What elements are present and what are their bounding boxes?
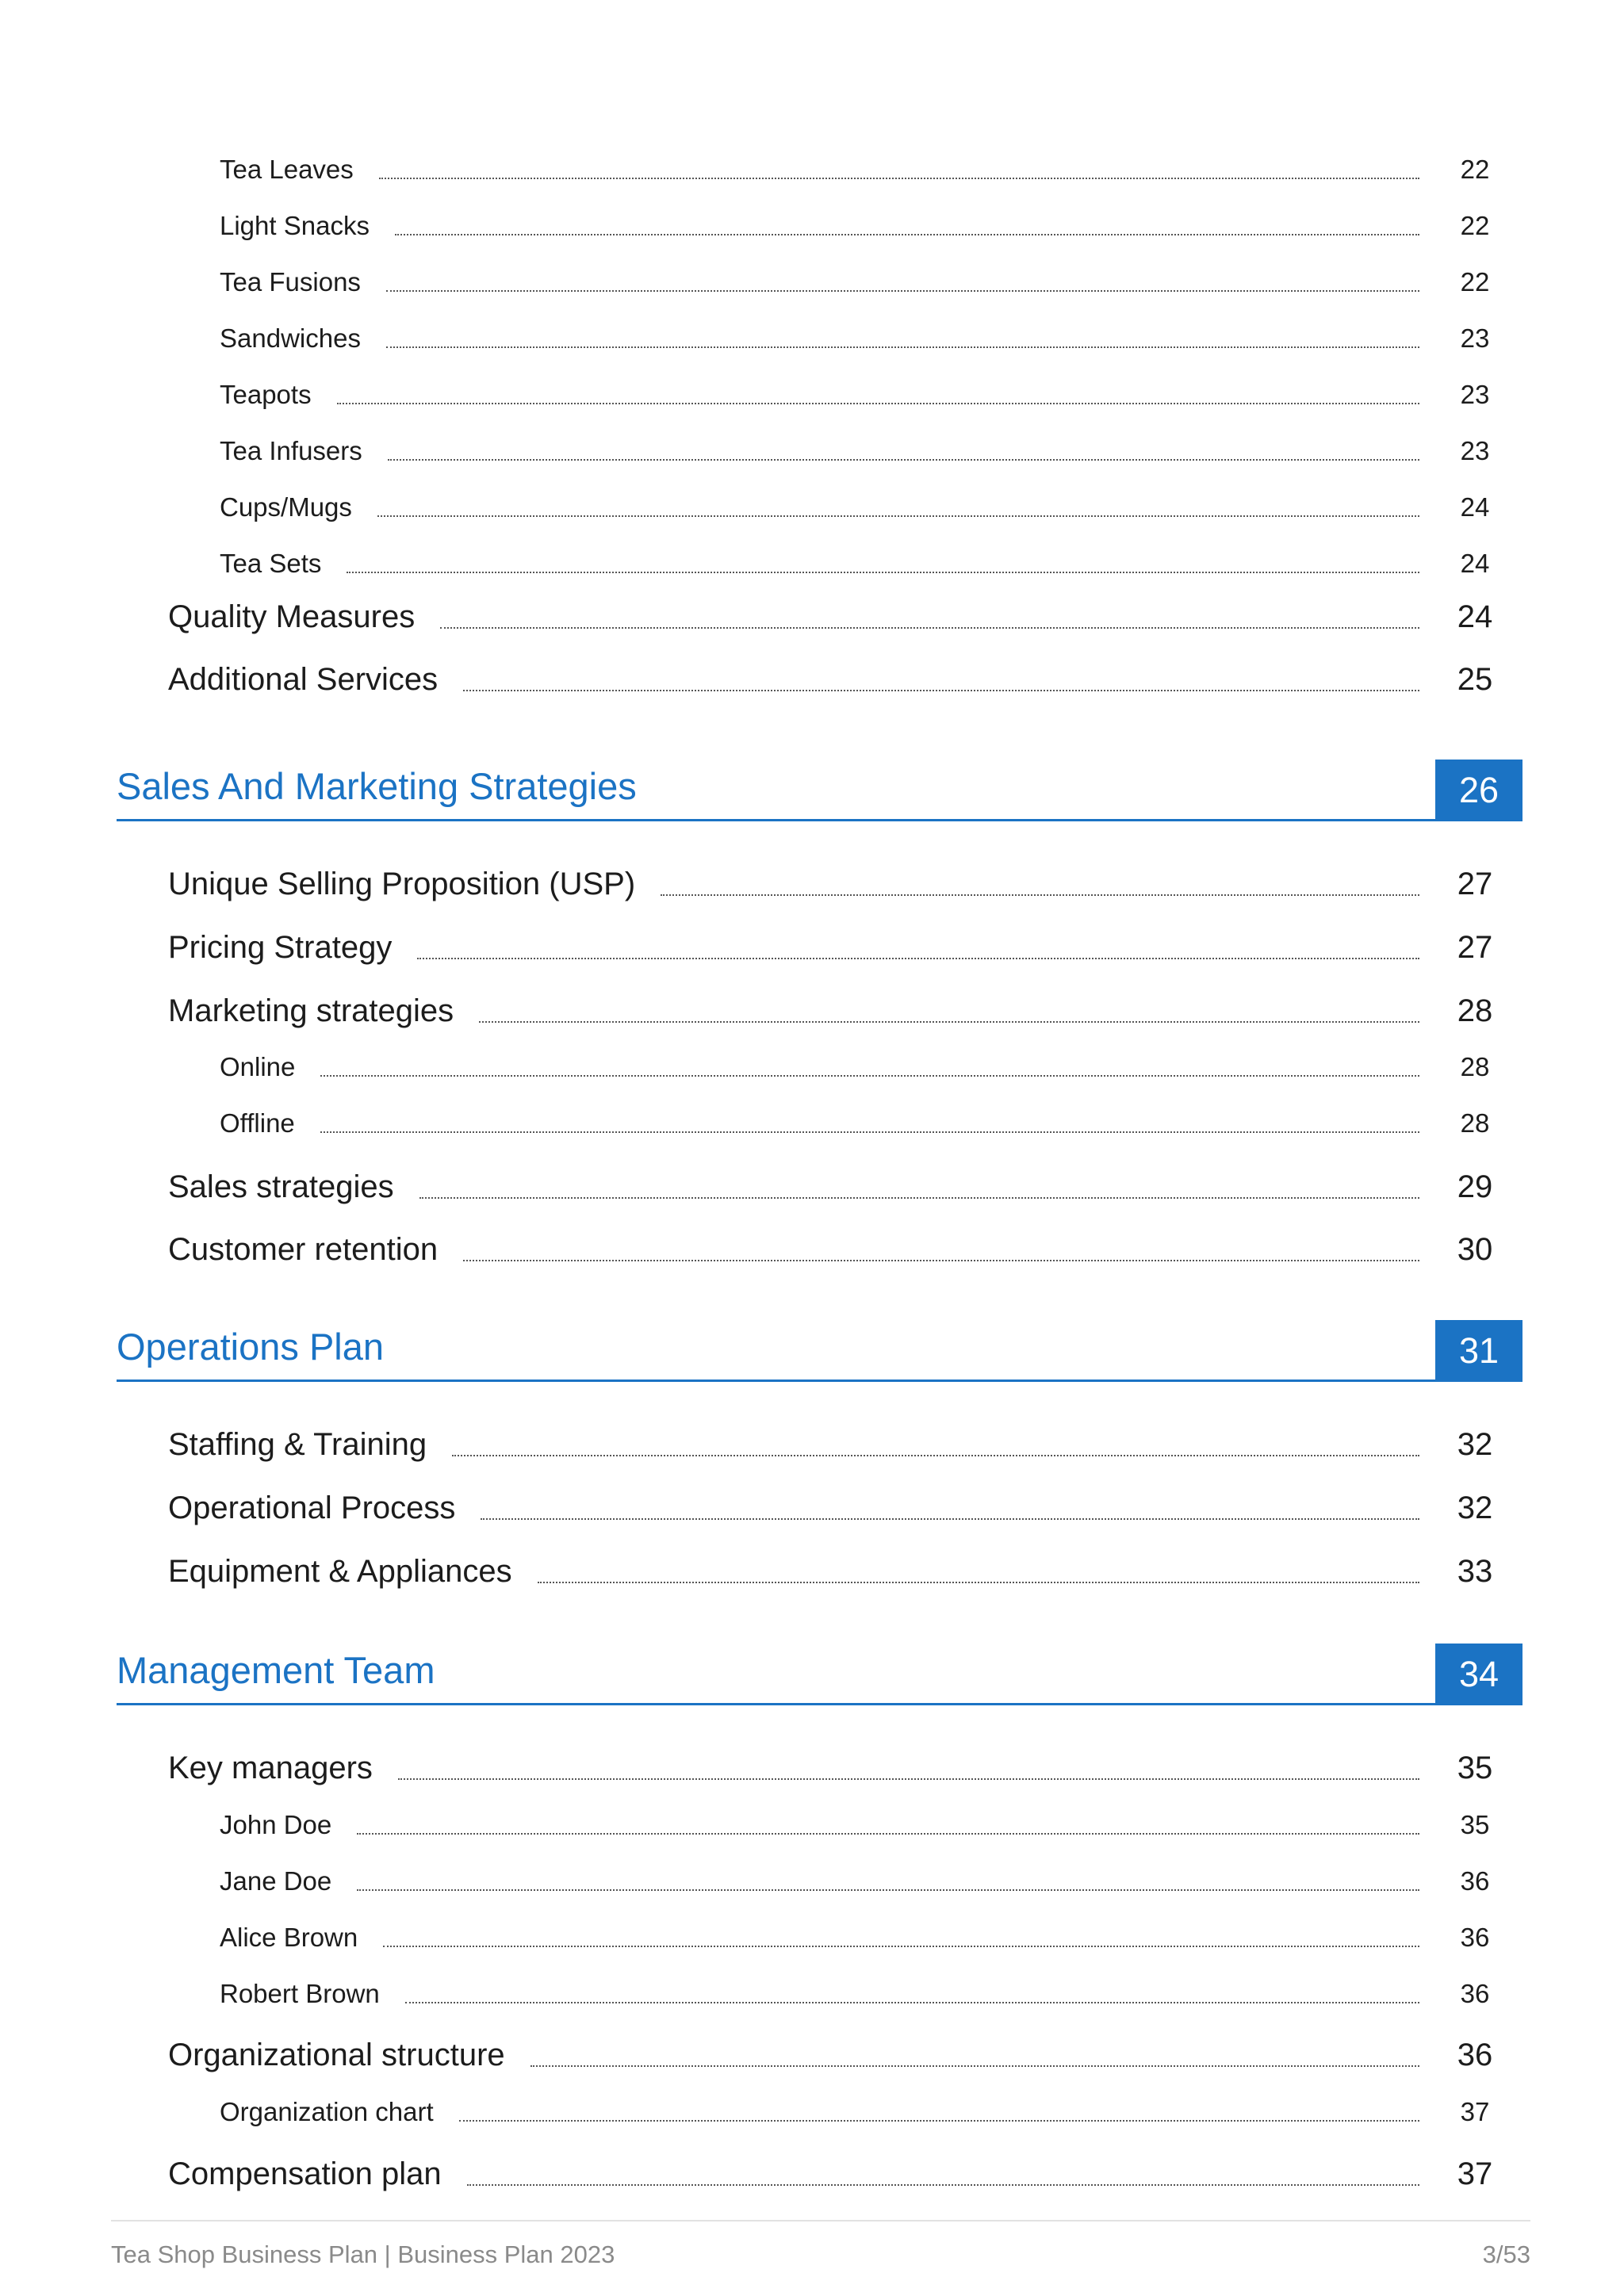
toc-entry-label: Cups/Mugs	[220, 492, 352, 522]
toc-entry-label: Operational Process	[168, 1490, 456, 1525]
toc-page-number: 36	[1457, 2038, 1493, 2072]
toc-entry-label: Robert Brown	[220, 1979, 380, 2008]
dotted-leader	[530, 2065, 1419, 2067]
toc-page-number: 22	[1460, 267, 1490, 297]
toc-page-number: 30	[1457, 1232, 1493, 1267]
dotted-leader	[463, 690, 1419, 691]
section-title: Operations Plan	[117, 1326, 385, 1368]
section-page-badge: 31	[1435, 1320, 1522, 1382]
toc-entry-label: Alice Brown	[220, 1923, 358, 1952]
dotted-leader	[395, 234, 1419, 235]
toc-page-number: 35	[1460, 1810, 1490, 1839]
toc-entry[interactable]	[168, 1164, 1507, 1205]
toc-entry[interactable]	[168, 1226, 1507, 1268]
toc-subentry[interactable]	[220, 430, 1507, 466]
toc-subentry[interactable]	[220, 486, 1507, 522]
toc-entry-label: Tea Sets	[220, 549, 322, 578]
dotted-leader	[538, 1582, 1419, 1583]
toc-section-heading[interactable]	[117, 1320, 1522, 1382]
toc-subentry[interactable]	[220, 205, 1507, 241]
toc-subentry[interactable]	[220, 1973, 1507, 2009]
dotted-leader	[481, 1518, 1419, 1520]
toc-page-number: 24	[1457, 599, 1493, 634]
dotted-leader	[459, 2120, 1419, 2122]
toc-page-number: 29	[1457, 1169, 1493, 1204]
toc-page-number: 37	[1457, 2156, 1493, 2191]
toc-page-number: 24	[1460, 492, 1490, 522]
toc-page-number: 33	[1457, 1554, 1493, 1589]
toc-entry-label: John Doe	[220, 1810, 332, 1839]
toc-page-number: 22	[1460, 155, 1490, 184]
toc-entry-label: Tea Leaves	[220, 155, 354, 184]
toc-subentry[interactable]	[220, 1102, 1507, 1138]
toc-entry-label: Equipment & Appliances	[168, 1554, 512, 1589]
dotted-leader	[463, 1260, 1419, 1261]
toc-entry-label: Customer retention	[168, 1232, 439, 1267]
toc-entry[interactable]	[168, 594, 1507, 635]
toc-entry-label: Key managers	[168, 1751, 373, 1785]
dotted-leader	[405, 2002, 1419, 2003]
toc-page-number: 36	[1460, 1923, 1490, 1952]
toc-subentry[interactable]	[220, 1804, 1507, 1840]
toc-page-number: 36	[1460, 1979, 1490, 2008]
toc-entry-label: Organizational structure	[168, 2038, 505, 2072]
dotted-leader	[440, 627, 1419, 629]
section-title: Management Team	[117, 1649, 435, 1691]
toc-page-number: 35	[1457, 1751, 1493, 1785]
toc-entry[interactable]	[168, 1745, 1507, 1786]
toc-entry[interactable]	[168, 656, 1507, 698]
toc-entry-label: Staffing & Training	[168, 1427, 427, 1462]
dotted-leader	[479, 1021, 1419, 1023]
dotted-leader	[417, 958, 1419, 959]
dotted-leader	[386, 290, 1419, 292]
toc-subentry[interactable]	[220, 1860, 1507, 1896]
dotted-leader	[320, 1075, 1419, 1077]
toc-page-number: 32	[1457, 1427, 1493, 1462]
toc-subentry[interactable]	[220, 542, 1507, 579]
toc-entry-label: Online	[220, 1052, 296, 1081]
dotted-leader	[419, 1197, 1419, 1199]
toc-entry-label: Organization chart	[220, 2097, 434, 2126]
dotted-leader	[467, 2184, 1419, 2186]
dotted-leader	[398, 1778, 1419, 1780]
toc-page-number: 24	[1460, 549, 1490, 578]
dotted-leader	[357, 1833, 1419, 1835]
toc-entry-label: Pricing Strategy	[168, 930, 393, 965]
dotted-leader	[357, 1889, 1419, 1891]
dotted-leader	[452, 1455, 1419, 1456]
toc-entry[interactable]	[168, 2151, 1507, 2192]
toc-page-number: 23	[1460, 323, 1490, 353]
toc-page-number: 27	[1457, 867, 1493, 901]
toc-page-number: 28	[1460, 1052, 1490, 1081]
section-page-badge: 34	[1435, 1644, 1522, 1705]
dotted-leader	[347, 572, 1419, 573]
dotted-leader	[661, 894, 1419, 896]
toc-page-number: 27	[1457, 930, 1493, 965]
toc-page-number: 28	[1457, 993, 1493, 1028]
toc-page-number: 25	[1457, 662, 1493, 697]
toc-subentry[interactable]	[220, 148, 1507, 185]
toc-entry-label: Tea Fusions	[220, 267, 361, 297]
toc-entry[interactable]	[168, 924, 1507, 966]
dotted-leader	[383, 1946, 1419, 1947]
toc-entry-label: Teapots	[220, 380, 312, 409]
toc-entry-label: Unique Selling Proposition (USP)	[168, 867, 636, 901]
toc-entry-label: Quality Measures	[168, 599, 416, 634]
toc-subentry[interactable]	[220, 1916, 1507, 1953]
section-page-badge: 26	[1435, 760, 1522, 821]
toc-entry[interactable]	[168, 861, 1507, 902]
dotted-leader	[388, 459, 1419, 461]
dotted-leader	[320, 1131, 1419, 1133]
toc-page-number: 37	[1460, 2097, 1490, 2126]
toc-subentry[interactable]	[220, 261, 1507, 297]
toc-page-number: 28	[1460, 1108, 1490, 1138]
footer-document-title: Tea Shop Business Plan | Business Plan 2023	[111, 2241, 615, 2268]
dotted-leader	[379, 178, 1419, 179]
toc-entry-label: Compensation plan	[168, 2156, 442, 2191]
toc-page-number: 23	[1460, 380, 1490, 409]
toc-section-heading[interactable]	[117, 1644, 1522, 1705]
toc-entry-label: Sales strategies	[168, 1169, 394, 1204]
footer-page-number: 3/53	[1482, 2241, 1530, 2268]
dotted-leader	[377, 515, 1419, 517]
toc-subentry[interactable]	[220, 1046, 1507, 1082]
toc-page-number: 32	[1457, 1490, 1493, 1525]
toc-entry[interactable]	[168, 2032, 1507, 2073]
toc-entry[interactable]	[168, 1548, 1507, 1590]
toc-section-heading[interactable]	[117, 760, 1522, 821]
toc-subentry[interactable]	[220, 317, 1507, 354]
toc-subentry[interactable]	[220, 373, 1507, 410]
toc-entry-label: Light Snacks	[220, 211, 370, 240]
toc-entry-label: Tea Infusers	[220, 436, 362, 465]
toc-entry-label: Jane Doe	[220, 1866, 332, 1896]
toc-entry[interactable]	[168, 1485, 1507, 1526]
toc-entry-label: Additional Services	[168, 662, 439, 697]
toc-entry-label: Offline	[220, 1108, 295, 1138]
toc-page-number: 23	[1460, 436, 1490, 465]
page-footer	[111, 2220, 1530, 2267]
toc-entry-label: Sandwiches	[220, 323, 361, 353]
toc-entry[interactable]	[168, 988, 1507, 1029]
toc-entry[interactable]	[168, 1422, 1507, 1463]
dotted-leader	[337, 403, 1419, 404]
toc-page-number: 22	[1460, 211, 1490, 240]
dotted-leader	[386, 346, 1419, 348]
toc-subentry[interactable]	[220, 2091, 1507, 2127]
toc-entry-label: Marketing strategies	[168, 993, 454, 1028]
toc-page-number: 36	[1460, 1866, 1490, 1896]
section-title: Sales And Marketing Strategies	[117, 765, 637, 807]
